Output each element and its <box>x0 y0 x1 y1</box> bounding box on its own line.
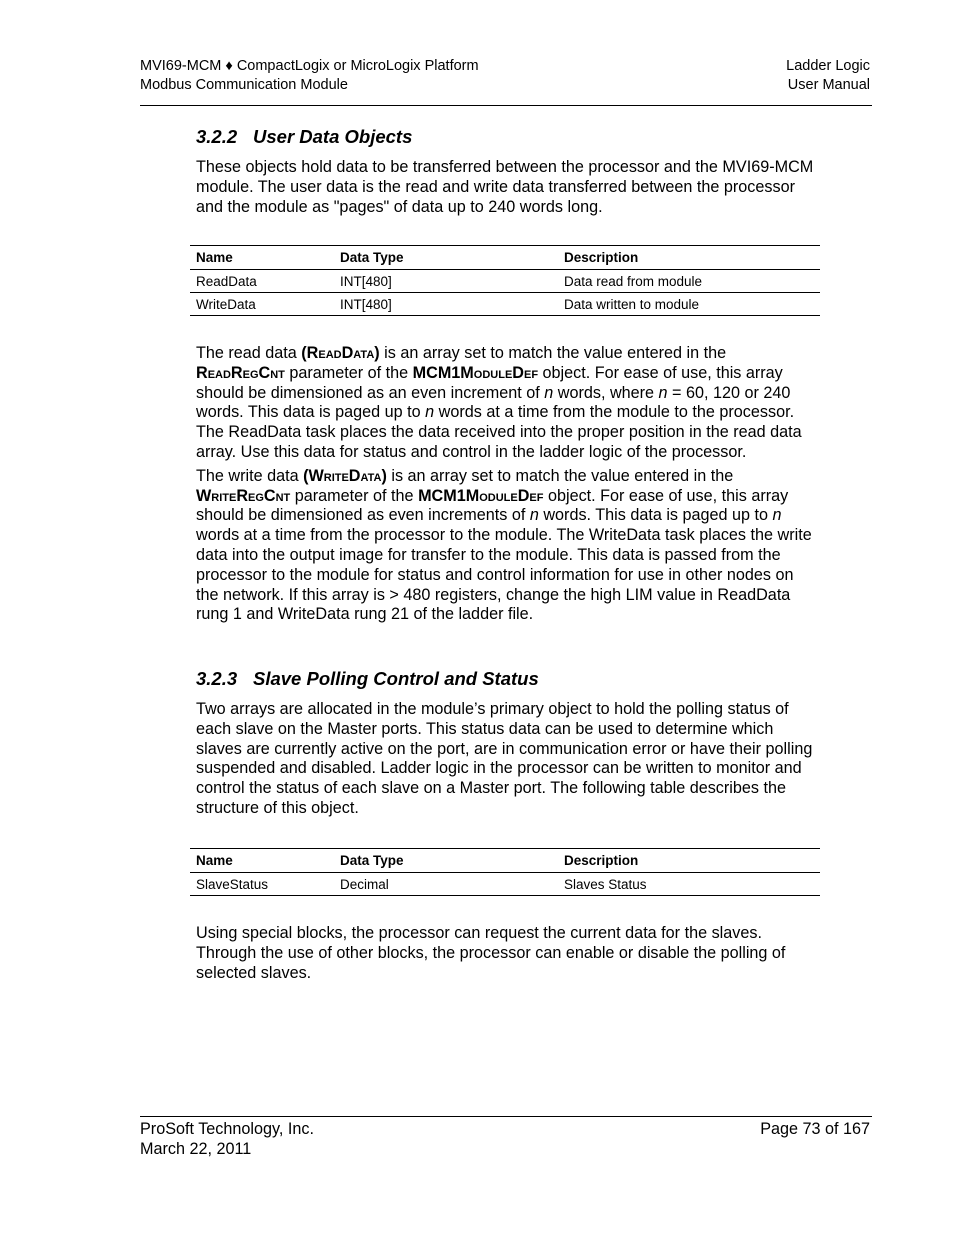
table-cell: Data read from module <box>564 273 703 289</box>
table-cell: Slaves Status <box>564 876 647 892</box>
read-write-description <box>196 344 816 625</box>
header-product: MVI69-MCM ♦ CompactLogix or MicroLogix Platform <box>140 58 479 74</box>
header-rule <box>140 105 872 106</box>
closing-paragraph: Using special blocks, the processor can request the current data for the slaves. Through the use of other blocks, the processor can enable or disable the polling of selected slaves. <box>196 924 786 982</box>
header-chapter: Ladder Logic <box>786 58 870 74</box>
write-data-paragraph: The write data (WriteData) is an array set to match the value entered in the WriteRegCnt parameter of the MCM1ModuleDef object. For ease of use, this array should be dimensioned as even increments of n words. This data is paged up to n words at a time from the processor to the module. The WriteData task places the write data into the output image for transfer to the module. This data is passed from the processor to the module for status and control information for use in other nodes on the network. If this array is > 480 registers, change the high LIM value in ReadData rung 1 and WriteData rung 21 of the ladder file. <box>196 466 812 624</box>
page-number: Page 73 of 167 <box>760 1120 870 1138</box>
closing-section <box>196 924 816 983</box>
footer-rule <box>140 1116 872 1117</box>
table-row <box>190 270 820 293</box>
slave-status-table <box>190 848 820 896</box>
table-header-row <box>190 849 820 873</box>
section-slave-polling <box>196 668 816 819</box>
column-header: Description <box>564 853 639 868</box>
read-data-paragraph: The read data (ReadData) is an array set to match the value entered in the ReadRegCnt parameter of the MCM1ModuleDef object. For ease of use, this array should be dimensioned as an even increment of n words, where n = 60, 120 or 240 words. This data is paged up to n words at a time from the module to the processor. The ReadData task places the data received into the proper position in the read data array. Use this data for status and control in the ladder logic of the processor. <box>196 344 802 461</box>
column-header: Name <box>196 853 233 868</box>
section-intro: These objects hold data to be transferred between the processor and the MVI69-MCM module. The user data is the read and write data transferred between the processor and the module as "pages" of data up to 240 words long. <box>196 158 814 216</box>
footer-company: ProSoft Technology, Inc. <box>140 1120 314 1138</box>
column-header: Data Type <box>340 853 404 868</box>
footer-date: March 22, 2011 <box>140 1139 252 1158</box>
section-intro: Two arrays are allocated in the module’s primary object to hold the polling status of each slave on the Master ports. This status data can be used to determine which slaves are currently active on the port, are in communication error or have their polling suspended and disabled. Ladder logic in the processor can be written to monitor and control the status of each slave on a Master port. The following table describes the structure of this object. <box>196 700 813 817</box>
section-user-data-objects <box>196 126 816 217</box>
table-cell: INT[480] <box>340 296 392 312</box>
section-heading: 3.2.2 User Data Objects <box>196 126 413 147</box>
table-row <box>190 293 820 316</box>
column-header: Description <box>564 250 639 265</box>
table-cell: Decimal <box>340 876 389 892</box>
table-cell: ReadData <box>196 273 257 289</box>
user-data-table <box>190 245 820 316</box>
table-cell: WriteData <box>196 296 256 312</box>
table-cell: Data written to module <box>564 296 700 312</box>
column-header: Data Type <box>340 250 404 265</box>
section-heading: 3.2.3 Slave Polling Control and Status <box>196 668 539 689</box>
header-module: Modbus Communication Module <box>140 77 348 93</box>
table-header-row <box>190 246 820 270</box>
header-manual: User Manual <box>787 77 870 93</box>
column-header: Name <box>196 250 233 265</box>
table-cell: SlaveStatus <box>196 876 269 892</box>
table-row <box>190 873 820 896</box>
table-cell: INT[480] <box>340 273 392 289</box>
